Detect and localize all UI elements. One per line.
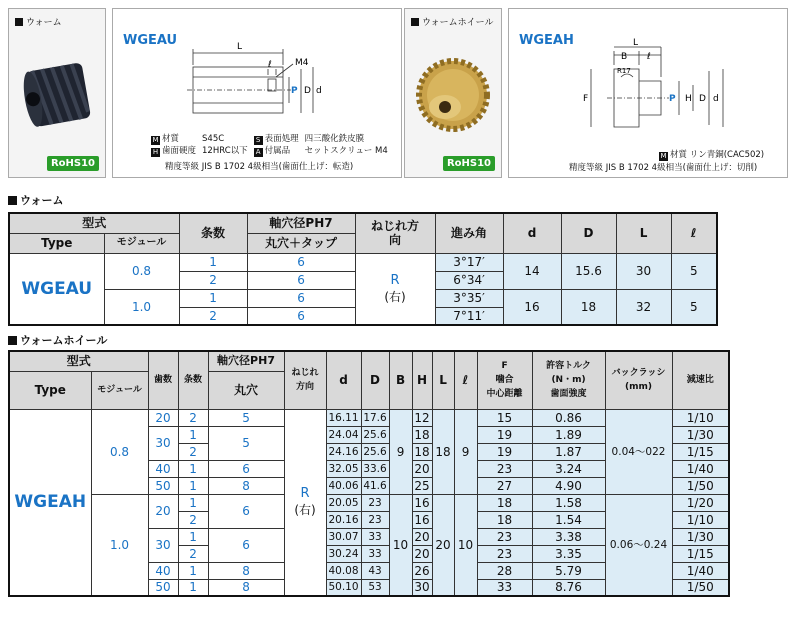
wheel-L: 18 [432,409,454,494]
wgeau-drawing-panel [112,8,402,178]
wheel-H: 20 [412,528,432,545]
wheel-ratio: 1/30 [672,528,729,545]
worm-section-label: ウォーム [20,194,64,207]
wheel-starts: 1 [178,460,208,477]
wheel-starts: 2 [178,545,208,562]
wheel-ratio: 1/40 [672,562,729,579]
wheel-B: 9 [389,409,412,494]
header-bore: 軸穴径PH7 [208,351,284,371]
wheel-teeth: 40 [148,460,178,477]
dim-R: R17 [617,67,631,75]
worm-starts: 2 [179,271,247,289]
wheel-d: 40.08 [326,562,361,579]
header-backlash-line2: (mm) [625,382,652,393]
wheel-D: 25.6 [361,426,389,443]
wheel-D: 41.6 [361,477,389,494]
header-bore-sub: 丸穴＋タップ [247,233,355,253]
header-backlash [605,351,672,409]
dim-d: d [713,94,719,104]
wheel-D: 33 [361,528,389,545]
wheel-d: 50.10 [326,579,361,596]
wheel-l: 10 [454,494,477,596]
dim-B: B [621,52,628,62]
wheel-teeth: 20 [148,494,178,528]
dim-P: P [291,86,298,96]
header-type-jp: 型式 [9,213,179,233]
wheel-section-title [8,332,107,348]
header-module: モジュール [104,233,179,253]
wheel-module: 1.0 [91,494,148,596]
header-D: D [361,351,389,409]
wheel-H: 30 [412,579,432,596]
wheel-starts: 1 [178,494,208,511]
header-f-line3: 中心距離 [486,389,523,400]
header-l: ℓ [671,213,717,253]
wheel-F: 19 [477,426,532,443]
wheel-D: 23 [361,494,389,511]
header-bore-sub: 丸穴 [208,371,284,409]
wheel-H: 18 [412,426,432,443]
spec-label: 表面処理 [264,134,299,144]
header-l: ℓ [454,351,477,409]
worm-d: 14 [503,253,561,289]
wheel-row [9,409,729,426]
wheel-F: 18 [477,494,532,511]
wheel-F: 23 [477,460,532,477]
wheel-bore: 8 [208,562,284,579]
wheel-bore: 6 [208,460,284,477]
worm-section-title [8,192,64,208]
wheel-photo-panel [404,8,502,178]
worm-bore: 6 [247,271,355,289]
wheel-bore: 5 [208,426,284,460]
worm-lead: 3°17′ [435,253,503,271]
wheel-bore: 8 [208,477,284,494]
wheel-H: 20 [412,545,432,562]
wgeau-specs [151,133,388,157]
header-type-jp: 型式 [9,351,148,371]
hand-value: R [390,272,400,288]
wheel-bore: 6 [208,494,284,528]
wheel-starts: 1 [178,579,208,596]
spec-label: 歯面硬度 [162,146,197,156]
dim-L: L [237,42,243,52]
wheel-l: 9 [454,409,477,494]
worm-lead: 6°34′ [435,271,503,289]
worm-photo-panel [8,8,106,178]
rohs-badge: RoHS10 [47,156,99,171]
worm-wheel-image [405,37,501,157]
dim-P: P [669,94,676,104]
wheel-backlash: 0.06～0.24 [605,494,672,596]
header-f-line1: F [501,361,508,372]
product-header [8,8,788,178]
wheel-H: 26 [412,562,432,579]
wheel-H: 25 [412,477,432,494]
header-lead: 進み角 [435,213,503,253]
worm-D: 18 [561,289,616,325]
wheel-torque: 0.86 [532,409,605,426]
worm-starts: 1 [179,289,247,307]
rohs-badge: RoHS10 [443,156,495,171]
header-backlash-line1: バックラッシ [611,368,666,379]
header-bore: 軸穴径PH7 [247,213,355,233]
wheel-F: 33 [477,579,532,596]
wheel-ratio: 1/15 [672,545,729,562]
wheel-photo-label: ウォームホイール [422,18,494,28]
wheel-H: 16 [412,511,432,528]
wheel-teeth: 50 [148,579,178,596]
wheel-ratio: 1/30 [672,426,729,443]
wheel-ratio: 1/20 [672,494,729,511]
header-hand: ねじれ方向 [355,213,435,253]
wheel-H: 18 [412,443,432,460]
wheel-d: 24.16 [326,443,361,460]
wheel-L: 20 [432,494,454,596]
header-D: D [561,213,616,253]
wheel-torque: 3.35 [532,545,605,562]
wheel-starts: 2 [178,511,208,528]
wgeah-dimension-drawing [509,9,787,145]
spec-value: 四三酸化鉄皮膜 [304,134,365,144]
header-type-en: Type [9,233,104,253]
worm-l: 5 [671,289,717,325]
wheel-teeth: 40 [148,562,178,579]
header-torque-line2: (N・m) [551,375,586,386]
dim-D: D [699,94,706,104]
header-L: L [616,213,671,253]
wheel-starts: 1 [178,528,208,545]
wheel-ratio: 1/15 [672,443,729,460]
hardness-icon: H [152,148,159,156]
wgeau-dimension-drawing [113,9,401,127]
worm-bore: 6 [247,289,355,307]
worm-gear-image [9,37,105,157]
worm-module: 0.8 [104,253,179,289]
wheel-bore: 5 [208,409,284,426]
header-module: モジュール [91,371,148,409]
dim-H: H [685,94,692,104]
worm-lead: 3°35′ [435,289,503,307]
spec-label: 材質 [670,150,688,160]
dim-F: F [583,94,589,104]
wheel-ratio: 1/50 [672,579,729,596]
wheel-table [8,350,730,597]
wheel-teeth: 30 [148,426,178,460]
hand-sub: (右) [294,503,316,518]
header-starts: 条数 [179,213,247,253]
wheel-F: 18 [477,511,532,528]
wheel-D: 33 [361,545,389,562]
wheel-ratio: 1/50 [672,477,729,494]
spec-label: 付属品 [264,146,291,156]
worm-type: WGEAU [9,253,104,325]
dim-M4: M4 [295,58,309,68]
wheel-B: 10 [389,494,412,596]
wheel-F: 23 [477,545,532,562]
spec-value: 12HRC以下 [202,146,248,156]
worm-bore: 6 [247,253,355,271]
wgeah-drawing-panel [508,8,788,178]
spec-label: 材質 [162,134,180,144]
wheel-section-label: ウォームホイール [20,334,108,347]
square-bullet-icon [15,18,23,26]
worm-photo-label: ウォーム [26,18,62,28]
header-starts: 条数 [178,351,208,409]
wheel-F: 23 [477,528,532,545]
wheel-d: 40.06 [326,477,361,494]
header-torque-line3: 歯面強度 [550,389,587,400]
wheel-row [9,494,729,511]
worm-hand [355,253,435,325]
wgeah-accuracy: 精度等級 JIS B 1702 4級相当(歯面仕上げ：切削) [569,163,758,173]
wheel-torque: 8.76 [532,579,605,596]
dim-l: ℓ [268,60,272,70]
hand-sub: (右) [384,289,406,304]
header-d: d [326,351,361,409]
worm-L: 32 [616,289,671,325]
wheel-starts: 2 [178,443,208,460]
square-bullet-icon [8,196,17,205]
header-B: B [389,351,412,409]
header-ratio: 減速比 [672,351,729,409]
wheel-D: 25.6 [361,443,389,460]
wheel-teeth: 20 [148,409,178,426]
wheel-F: 28 [477,562,532,579]
worm-starts: 2 [179,307,247,325]
wheel-torque: 5.79 [532,562,605,579]
wheel-starts: 1 [178,562,208,579]
wheel-torque: 4.90 [532,477,605,494]
wheel-module: 0.8 [91,409,148,494]
dim-d: d [316,86,322,96]
wheel-d: 24.04 [326,426,361,443]
accessory-icon: A [254,148,263,157]
wheel-F: 15 [477,409,532,426]
material-icon: M [152,136,159,144]
wheel-torque: 1.89 [532,426,605,443]
spec-value: リン青銅(CAC502) [689,150,765,160]
wheel-type: WGEAH [9,409,91,596]
wgeau-accuracy: 精度等級 JIS B 1702 4級相当(歯面仕上げ：転造) [165,162,354,172]
worm-module: 1.0 [104,289,179,325]
dim-D: D [304,86,311,96]
wheel-ratio: 1/40 [672,460,729,477]
material-icon: M [660,152,667,160]
wheel-torque: 1.54 [532,511,605,528]
wheel-d: 20.16 [326,511,361,528]
wheel-F: 19 [477,443,532,460]
wheel-starts: 1 [178,426,208,443]
worm-L: 30 [616,253,671,289]
wheel-hand [284,409,326,596]
wheel-teeth: 50 [148,477,178,494]
wheel-torque: 3.38 [532,528,605,545]
wheel-D: 53 [361,579,389,596]
header-torque [532,351,605,409]
worm-table [8,212,718,326]
dim-L: L [633,38,639,48]
wheel-backlash: 0.04～022 [605,409,672,494]
wheel-torque: 3.24 [532,460,605,477]
header-torque-line1: 許容トルク [546,361,591,372]
square-bullet-icon [411,18,419,26]
wheel-D: 17.6 [361,409,389,426]
wheel-starts: 1 [178,477,208,494]
wheel-D: 23 [361,511,389,528]
worm-d: 16 [503,289,561,325]
square-bullet-icon [8,336,17,345]
wheel-teeth: 30 [148,528,178,562]
wheel-d: 20.05 [326,494,361,511]
wgeah-title: WGEAH [519,33,574,48]
spec-value: セットスクリュー M4 [304,146,388,156]
header-L: L [432,351,454,409]
wheel-torque: 1.87 [532,443,605,460]
wheel-ratio: 1/10 [672,409,729,426]
wheel-D: 43 [361,562,389,579]
worm-D: 15.6 [561,253,616,289]
wgeau-title: WGEAU [123,33,178,48]
wheel-H: 20 [412,460,432,477]
header-H: H [412,351,432,409]
header-d: d [503,213,561,253]
header-hand: ねじれ方向 [284,351,326,409]
wgeah-material [659,149,764,161]
wheel-d: 16.11 [326,409,361,426]
wheel-D: 33.6 [361,460,389,477]
header-f [477,351,532,409]
wheel-bore: 6 [208,528,284,562]
header-f-line2: 噛合 [495,375,514,386]
worm-starts: 1 [179,253,247,271]
wheel-ratio: 1/10 [672,511,729,528]
wheel-H: 16 [412,494,432,511]
wheel-H: 12 [412,409,432,426]
wheel-d: 30.24 [326,545,361,562]
wheel-F: 27 [477,477,532,494]
hand-value: R [300,486,310,502]
header-teeth: 歯数 [148,351,178,409]
wheel-d: 32.05 [326,460,361,477]
wheel-d: 30.07 [326,528,361,545]
dim-l: ℓ [647,52,651,62]
worm-l: 5 [671,253,717,289]
surface-icon: S [254,136,263,145]
header-type-en: Type [9,371,91,409]
wheel-starts: 2 [178,409,208,426]
worm-bore: 6 [247,307,355,325]
wheel-torque: 1.58 [532,494,605,511]
worm-lead: 7°11′ [435,307,503,325]
wheel-bore: 8 [208,579,284,596]
spec-value: S45C [202,134,225,144]
